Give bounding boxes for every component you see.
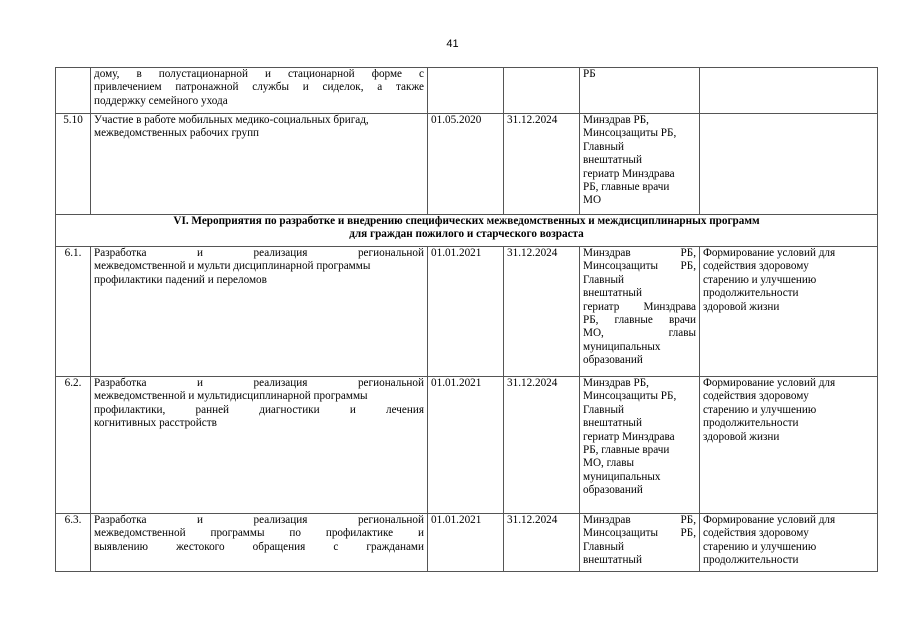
table-row [56, 114, 878, 215]
activity-description: Разработка и реализация региональной межведомственной программы по профилактике и выявлению жестокого обращения с гражданами [91, 514, 428, 572]
end-date: 31.12.2024 [504, 114, 580, 215]
row-number: 6.2. [56, 377, 91, 514]
expected-result: Формирование условий для содействия здоровому старению и улучшению продолжительности здоровой жизни [700, 247, 878, 377]
activity-description: Разработка и реализация региональной межведомственной и мульти дисциплинарной программы профилактики падений и переломов [91, 247, 428, 377]
end-date [504, 68, 580, 114]
start-date: 01.05.2020 [428, 114, 504, 215]
responsible-parties: Минздрав РБ, Минсоцзащиты РБ, Главный внештатный гериатр Минздрава РБ, главные врачи МО, главы муниципальных образований [580, 377, 700, 514]
start-date: 01.01.2021 [428, 247, 504, 377]
page-number: 41 [446, 38, 459, 50]
activities-table [55, 67, 878, 572]
row-number: 6.1. [56, 247, 91, 377]
activity-description: Участие в работе мобильных медико-социальных бригад, межведомственных рабочих групп [91, 114, 428, 215]
responsible-parties: РБ [580, 68, 700, 114]
end-date: 31.12.2024 [504, 514, 580, 572]
expected-result [700, 114, 878, 215]
responsible-parties: Минздрав РБ, Минсоцзащиты РБ, Главный внештатный гериатр Минздрава РБ, главные врачи МО [580, 114, 700, 215]
start-date [428, 68, 504, 114]
expected-result [700, 68, 878, 114]
expected-result: Формирование условий для содействия здоровому старению и улучшению продолжительности [700, 514, 878, 572]
section-header-row [56, 215, 878, 247]
expected-result: Формирование условий для содействия здоровому старению и улучшению продолжительности здоровой жизни [700, 377, 878, 514]
row-number [56, 68, 91, 114]
section-title: VI. Мероприятия по разработке и внедрению специфических межведомственных и междисциплинарных программ для граждан пожилого и старческого возраста [56, 215, 878, 247]
row-number: 5.10 [56, 114, 91, 215]
start-date: 01.01.2021 [428, 514, 504, 572]
activity-description: Разработка и реализация региональной межведомственной и мультидисциплинарной программы профилактики, ранней диагностики и лечения когнитивных расстройств [91, 377, 428, 514]
start-date: 01.01.2021 [428, 377, 504, 514]
table-row [56, 377, 878, 514]
table-row [56, 68, 878, 114]
responsible-parties: Минздрав РБ, Минсоцзащиты РБ, Главный внештатный [580, 514, 700, 572]
activity-description: дому, в полустационарной и стационарной форме с привлечением патронажной службы и сиделок, а также поддержку семейного ухода [91, 68, 428, 114]
responsible-parties: Минздрав РБ, Минсоцзащиты РБ, Главный внештатный гериатр Минздрава РБ, главные врачи МО, главы муниципальных образований [580, 247, 700, 377]
table-row [56, 247, 878, 377]
end-date: 31.12.2024 [504, 377, 580, 514]
end-date: 31.12.2024 [504, 247, 580, 377]
row-number: 6.3. [56, 514, 91, 572]
table-row [56, 514, 878, 572]
